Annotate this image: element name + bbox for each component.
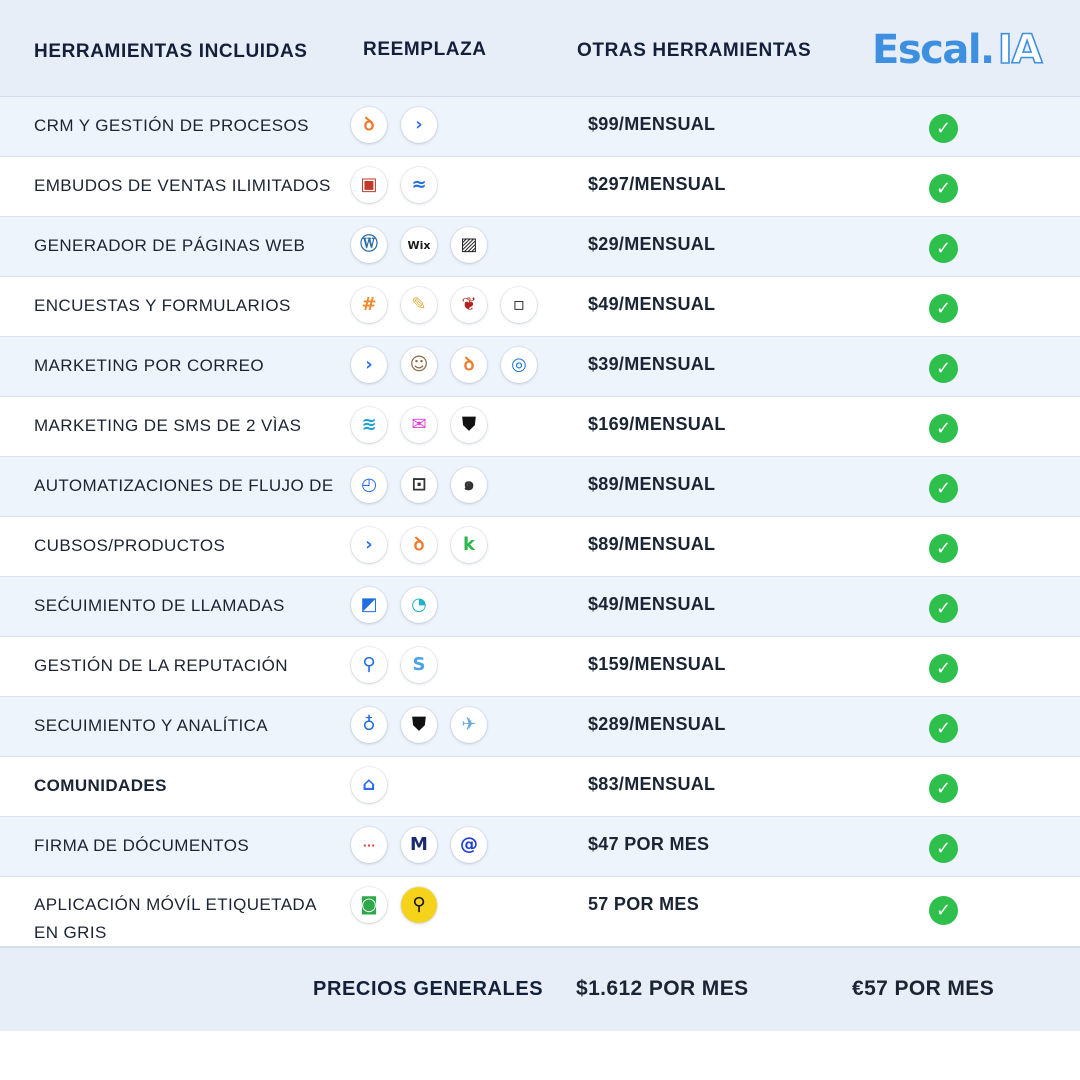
feature-label: COMUNIDADES: [34, 776, 167, 795]
dots-icon: ···: [351, 827, 387, 863]
check-icon: ✓: [929, 834, 958, 863]
replaced-tools-icons: [351, 527, 487, 565]
mailchimp-icon: ☺: [401, 347, 437, 383]
constant-contact-icon: ◎: [501, 347, 537, 383]
table-row: [0, 517, 1080, 577]
table-row: [0, 697, 1080, 757]
other-tools-price: $89/MENSUAL: [588, 534, 716, 554]
table-row: [0, 397, 1080, 457]
other-tools-price: $159/MENSUAL: [588, 654, 726, 674]
feature-label: FIRMA DE DÓCUMENTOS: [34, 836, 250, 855]
table-row: [0, 457, 1080, 517]
feature-label: MARKETING DE SMS DE 2 VÌAS: [34, 416, 302, 435]
formstack-icon: #: [351, 287, 387, 323]
check-icon: ✓: [929, 174, 958, 203]
check-icon: ✓: [929, 654, 958, 683]
check-icon: ✓: [929, 114, 958, 143]
shield-dark-icon: ⛊: [451, 407, 487, 443]
clock-teal-icon: ◔: [401, 587, 437, 623]
kajabi-icon: k: [451, 527, 487, 563]
feature-label: EMBUDOS DE VENTAS ILIMITADOS: [34, 176, 331, 195]
callrail-icon: ◩: [351, 587, 387, 623]
signal-waves-icon: ≋: [351, 407, 387, 443]
green-app-icon: ◙: [351, 887, 387, 923]
check-icon: ✓: [929, 294, 958, 323]
footer-total-ours: €57 POR MES: [852, 977, 995, 1000]
table-row: [0, 757, 1080, 817]
swirl-blue-icon: @: [451, 827, 487, 863]
hubspot-icon: ꝺ: [401, 527, 437, 563]
replaced-tools-icons: [351, 707, 487, 745]
check-icon: ✓: [929, 896, 958, 925]
other-tools-price: $297/MENSUAL: [588, 174, 726, 194]
other-tools-price: $29/MENSUAL: [588, 234, 716, 254]
check-icon: ✓: [929, 594, 958, 623]
activecampaign-icon: ›: [401, 107, 437, 143]
jotform-icon: ✎: [401, 287, 437, 323]
person-blue-icon: ♁: [351, 707, 387, 743]
typeform-icon: ▫: [501, 287, 537, 323]
check-icon: ✓: [929, 774, 958, 803]
wix-icon: Wix: [401, 227, 437, 263]
check-icon: ✓: [929, 234, 958, 263]
surveymonkey-icon: ❦: [451, 287, 487, 323]
other-tools-price: $39/MENSUAL: [588, 354, 716, 374]
check-icon: ✓: [929, 414, 958, 443]
s-logo-icon: S: [401, 647, 437, 683]
brand-logo: [872, 28, 1042, 72]
table-row: [0, 157, 1080, 217]
feature-label: APLICACIÓN MÓVÍL ETIQUETADA EN GRIS: [34, 895, 316, 942]
replaced-tools-icons: [351, 827, 487, 865]
other-tools-price: 57 POR MES: [588, 894, 700, 914]
check-icon: ✓: [929, 474, 958, 503]
replaced-tools-icons: [351, 107, 437, 145]
header-included-tools: HERRAMIENTAS INCLUIDAS: [34, 41, 308, 62]
feature-label: SEĆUIMIENTO DE LLAMADAS: [34, 596, 285, 615]
check-icon: ✓: [929, 714, 958, 743]
header-replaces: REEMPLAZA: [363, 39, 487, 60]
replaced-tools-icons: [351, 587, 437, 625]
replaced-tools-icons: [351, 407, 487, 445]
replaced-tools-icons: [351, 227, 487, 265]
feature-label: CRM Y GESTIÓN DE PROCESOS: [34, 116, 309, 135]
table-row: [0, 277, 1080, 337]
feature-label: ENCUESTAS Y FORMULARIOS: [34, 296, 291, 315]
table-row: [0, 217, 1080, 277]
table-row: [0, 877, 1080, 947]
logo-ia: IA: [997, 27, 1042, 73]
map-pin-icon: ⚲: [351, 647, 387, 683]
activecampaign-icon: ›: [351, 527, 387, 563]
m-logo-icon: M: [401, 827, 437, 863]
other-tools-price: $89/MENSUAL: [588, 474, 716, 494]
logo-wordmark: Escal.: [872, 27, 994, 73]
check-icon: ✓: [929, 534, 958, 563]
other-tools-price: $289/MENSUAL: [588, 714, 726, 734]
table-row: [0, 817, 1080, 877]
feature-label: MARKETING POR CORREO: [34, 356, 264, 375]
replaced-tools-icons: [351, 467, 487, 505]
other-tools-price: $83/MENSUAL: [588, 774, 716, 794]
other-tools-price: $169/MENSUAL: [588, 414, 726, 434]
feature-label: SECUIMIENTO Y ANALÍTICA: [34, 716, 269, 735]
replaced-tools-icons: [351, 347, 537, 385]
footer-total-other: $1.612 POR MES: [576, 977, 749, 1000]
replaced-tools-icons: [351, 287, 537, 325]
feature-label: GENERADOR DE PÁGINAS WEB: [34, 236, 306, 255]
compass-icon: ◴: [351, 467, 387, 503]
square-dot-icon: ⊡: [401, 467, 437, 503]
table-row: [0, 637, 1080, 697]
table-footer: [0, 947, 1080, 1031]
squarespace-icon: ▨: [451, 227, 487, 263]
yellow-pin-icon: ⚲: [401, 887, 437, 923]
zapier-blue-icon: ≈: [401, 167, 437, 203]
replaced-tools-icons: [351, 647, 437, 685]
other-tools-price: $47 POR MES: [588, 834, 710, 854]
feature-label: GESTIÓN DE LA REPUTACIÓN: [34, 656, 288, 675]
hubspot-icon: ꝺ: [351, 107, 387, 143]
hubspot-icon: ꝺ: [451, 347, 487, 383]
other-tools-price: $49/MENSUAL: [588, 294, 716, 314]
footer-label: PRECIOS GENERALES: [313, 978, 544, 1000]
plane-icon: ✈: [451, 707, 487, 743]
community-icon: ⌂: [351, 767, 387, 803]
wordpress-icon: Ⓦ: [351, 227, 387, 263]
clickfunnels-icon: ▣: [351, 167, 387, 203]
feature-label: CUBSOS/PRODUCTOS: [34, 536, 226, 555]
activecampaign-icon: ›: [351, 347, 387, 383]
check-icon: ✓: [929, 354, 958, 383]
other-tools-price: $99/MENSUAL: [588, 114, 716, 134]
replaced-tools-icons: [351, 167, 437, 205]
header-other-tools: OTRAS HERRAMIENTAS: [577, 40, 812, 61]
spiral-icon: ๑: [451, 467, 487, 503]
replaced-tools-icons: [351, 887, 437, 925]
table-row: [0, 337, 1080, 397]
textmagic-icon: ✉: [401, 407, 437, 443]
other-tools-price: $49/MENSUAL: [588, 594, 716, 614]
replaced-tools-icons: [351, 767, 387, 805]
table-row: [0, 97, 1080, 157]
table-row: [0, 577, 1080, 637]
feature-label: AUTOMATIZACIONES DE FLUJO DE: [34, 476, 334, 495]
table-header: [0, 0, 1080, 97]
shield-dark-icon: ⛊: [401, 707, 437, 743]
